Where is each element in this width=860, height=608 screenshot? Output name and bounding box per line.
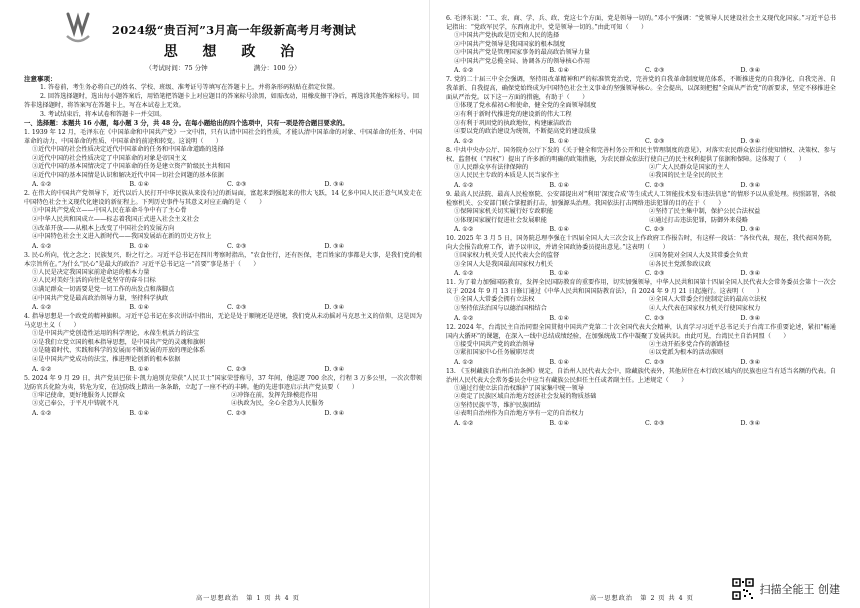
statement: ①是中国共产党创造性运用的科学理论，永葆生机活力的法宝	[32, 330, 200, 338]
question-5	[24, 374, 422, 418]
statement: ④我国的民主是全民的民主	[649, 172, 724, 180]
option-c: C. ②③	[227, 409, 247, 417]
option-a: A. ①②	[454, 67, 474, 75]
option-a: A. ①②	[454, 181, 474, 189]
option-b: B. ①④	[549, 420, 570, 428]
statement: ③坚持依法治国与以德治国相结合	[454, 304, 547, 312]
statement: ④是中国共产党成功的法宝，推进理论创新的根本依据	[32, 355, 181, 363]
answer-options	[454, 181, 836, 190]
option-a: A. ①②	[454, 137, 474, 145]
option-b: B. ①④	[129, 242, 150, 250]
statement: ④表明自治州作为自治地方享有一定的自治权力	[454, 410, 584, 418]
statement: ③全国人大是我国最高国家权力机关	[454, 260, 553, 268]
question-4	[24, 312, 422, 373]
question-stem: 10. 2025 年 3 月 5 日，国务院总理李强在十四届全国人大三次会议上作政府工作报告时，有这样一段话：“各位代表，现在，我代表国务院，向大会报告政府工作，请予以审议，并请全国政协委员提出意见。”这表明（ ）	[446, 235, 836, 252]
option-c: C. ②③	[227, 181, 247, 189]
answer-options	[454, 314, 836, 323]
option-d: D. ③④	[324, 304, 345, 312]
question-stem: 7. 党的二十届三中全会强调，坚持用改革精神和严的标准管党治党，完善党的自我革命制度规范体系，不断推进党的自我净化、自我完善、自我革新、自我提高，确保党始终成为中国特色社会主义事业的坚强领导核心。全会提出，以深刻把握“全面从严治党”的新要求，坚定不移推进全面从严治党。以下这一方面的措施，有助于（ ）	[446, 76, 836, 102]
exam-time: （考试时间：75 分钟	[145, 64, 208, 72]
option-b: B. ①④	[129, 409, 150, 417]
option-b: B. ①④	[549, 270, 570, 278]
option-a: A. ①②	[32, 242, 52, 250]
statement: ①国家权力机关受人民代表大会的监督	[454, 252, 560, 260]
statement: ③有利于巩固党的执政地位，构建廉洁政治	[454, 119, 572, 127]
question-stem: 9. 最高人民法院、最高人民检察院、公安部提出对“利用‘深度合成’等生成式人工智能技术发布违法信息”的情形予以从重处理。按照部署，各级检察机关、公安部门联合掌握新打击，加强源头治理。我国依法打击网络违法犯罪的目的在于（ ）	[446, 190, 836, 207]
statement: ④执政为民，全心全意为人民服务	[231, 400, 324, 408]
option-c: C. ②③	[645, 226, 665, 234]
statement-grid	[454, 208, 836, 225]
statement: ①人民是决定我国国家前途命运的根本力量	[32, 268, 150, 276]
question-stem: 11. 为了着力加强国防教育，发挥全民国防教育的重要作用，切实加强领导，中华人民共和国第十四届全国人民代表大会常务委员会第十一次会议于 2024 年 9 月 13 日修订通过《中华人民共和国国防教育法》，自 2024 年 9 月 21 日起施行。这表明（ ）	[446, 279, 836, 296]
subject-title: 思 想 政 治	[163, 44, 305, 60]
option-a: A. ①②	[32, 304, 52, 312]
statement-grid	[454, 252, 836, 269]
statement: ④各民主党派参政议政	[649, 260, 711, 268]
statement: ②坚持了民主集中制，保护公民合法权益	[649, 207, 761, 215]
question-11	[446, 278, 836, 322]
answer-options	[32, 303, 422, 312]
option-d: D. ③④	[740, 181, 761, 189]
statement: ①牢记使命，更好地服务人民群众	[32, 391, 125, 399]
option-d: D. ③④	[740, 358, 761, 366]
statement-grid	[454, 341, 836, 358]
question-stem: 4. 指导思想是一个政党的精神旗帜。习近平总书记在多次讲话中指出，无论是处于顺境还是逆境，我们党从未动摇对马克思主义的信仰，这是因为马克思主义（ ）	[24, 313, 422, 330]
statement: ④以党派为根本的活动准则	[649, 349, 724, 357]
page-footer: 高一思想政治 第 1 页 共 4 页	[196, 595, 300, 602]
question-9	[446, 190, 836, 234]
statement-grid	[32, 392, 422, 409]
option-d: D. ③④	[324, 242, 345, 250]
statement: ④中国共产党是最高政治领导力量，坚持科学执政	[32, 294, 169, 302]
option-d: D. ③④	[324, 365, 345, 373]
statement: ①近代中国的社会性质决定近代中国革命的任务和中国革命道路的选择	[32, 146, 224, 153]
question-stem: 5. 2024 年 9 月 29 日，共产党员巴依卡·凯力迪别克荣获“人民卫士”国家荣誉称号，37 年间，他巡逻 700 余次，行程 3 万多公里，一次次带领边防官兵化险为夷，转危为安，在边防线上踏出一条条路，立起了一座不朽的丰碑。他的先进事迹启示共产党员要（ ）	[24, 374, 422, 391]
answer-options	[32, 180, 422, 189]
exam-title: 2024级“贵百河”3月高一年级新高考月考测试	[111, 23, 357, 37]
option-c: C. ②③	[645, 270, 665, 278]
option-d: D. ③④	[740, 420, 761, 428]
section-heading: 一、选择题：本题共 16 小题，每小题 3 分，共 48 分。在每小题给出的四个选项中，只有一项是符合题目要求的。	[24, 120, 349, 127]
option-a: A. ①②	[32, 365, 52, 373]
option-b: B. ①④	[549, 181, 570, 189]
question-2	[24, 189, 422, 250]
option-d: D. ③④	[740, 270, 761, 278]
school-logo-icon	[64, 12, 92, 46]
option-d: D. ③④	[324, 409, 345, 417]
question-10	[446, 234, 836, 278]
statement: ②人民对美好生活的向往是党坚守的奋斗目标	[32, 277, 156, 285]
option-a: A. ①②	[454, 314, 474, 322]
answer-options	[454, 269, 836, 278]
notice-item: 1. 答卷前，考生务必将自己的姓名、学校、班级、准考证号等填写在答题卡上，并将条形码粘贴在指定位置。	[40, 84, 339, 91]
option-c: C. ②③	[645, 137, 665, 145]
question-stem: 8. 中共中央办公厅、国务院办公厅下发的《关于健全和完善村务公开和民主管理制度的意见》，对落实农民群众依法行使知情权、决策权、参与权、监督权（“四权”）提出了许多新的明确的政策措施，为农民群众依法行使自己的民主权利提供了依据和保障。这体现了（ ）	[446, 146, 836, 163]
notice-item: 3. 考试结束后，将本试卷和答题卡一并交回。	[40, 111, 166, 118]
question-stem: 12. 2024 年，台湾民主自治同盟全国贯彻中国共产党第二十次全国代表大会精神，认真学习习近平总书记关于台湾工作重要论述，紧扣“畅通国内大循环”的课题，在深入一线中总结成绩经验，在加强统战工作中凝聚了发展共识。由此可见，台湾民主自治同盟（ ）	[446, 323, 836, 340]
option-c: C. ②③	[645, 420, 665, 428]
option-d: D. ③④	[740, 137, 761, 145]
question-7	[446, 75, 836, 145]
option-b: B. ①④	[129, 365, 150, 373]
option-c: C. ②③	[645, 181, 665, 189]
option-b: B. ①④	[129, 304, 150, 312]
option-b: B. ①④	[549, 314, 570, 322]
question-13	[446, 367, 836, 428]
exam-score: 满分：100 分）	[253, 64, 301, 72]
statement: ①中国共产党成立——中国人民在革命斗争中有了主心骨	[32, 207, 187, 215]
question-1	[24, 128, 422, 189]
statement: ①全国人大常委会拥有立法权	[454, 296, 535, 304]
statement: ①人民群众享有法律保障的	[454, 163, 529, 171]
statement: ③满足群众一切需要是党一切工作的出发点和落脚点	[32, 285, 175, 293]
statement: ③紧扣国家中心任务履职尽责	[454, 349, 535, 357]
question-3	[24, 251, 422, 312]
scanner-watermark	[732, 578, 841, 600]
statement: ②国务院对全国人大及其常委会负责	[649, 252, 748, 260]
question-6	[446, 14, 836, 75]
answer-options	[454, 358, 836, 367]
question-stem: 2. 在伟大的中国共产党领导下，近代以后人民打开中华民族从来没有过的新局面，富起来到强起来的伟大飞跃，14 亿多中国人民正意气风发走在中国特色社会主义现代化建设的新征程上。下列历史事件与其意义对应正确的是（ ）	[24, 190, 422, 207]
statement: ②是我们立党立国的根本指导思想，是中国共产党的灵魂和旗帜	[32, 338, 206, 346]
option-b: B. ①④	[549, 67, 570, 75]
statement: ②中国共产党领导是我国国家的根本制度	[454, 40, 566, 48]
statement: ④近代中国的基本国情是认识和解决近代中国一切社会问题的基本依据	[32, 171, 224, 179]
statement: ①体现了党永葆初心和使命，健全党的全面领导制度	[454, 102, 597, 110]
statement: ①保障国家机关切实履行好专政职能	[454, 207, 553, 215]
statement: ③改革开放——从根本上改变了中国社会的发展方向	[32, 224, 175, 232]
statement: ①中国共产党执政是历史和人民的选择	[454, 32, 560, 39]
option-c: C. ②③	[645, 67, 665, 75]
statement: ③是随着时代、实践和科学的发展而不断发展的开放的理论体系	[32, 347, 206, 355]
statement: ③中国共产党是管理国家事务的最高政治领导力量	[454, 49, 591, 57]
statement: ②近代中国的社会性质决定了中国革命的对象是帝国主义	[32, 154, 187, 162]
statement: ④人大代表在国家权力机关行使国家权力	[649, 304, 761, 312]
option-a: A. ①②	[454, 226, 474, 234]
statement: ②有利于新时代推进党的建设新的伟大工程	[454, 110, 572, 118]
statement: ③近代中国的基本国情决定了中国革命的任务是建立资产阶级民主共和国	[32, 163, 230, 171]
statement-grid	[454, 164, 836, 181]
question-stem: 3. 民心所向，忧之念之；民族复兴，盼之行之。习近平总书记在四川考察时指出，“农食住行，还有医保，老百姓家的事都是大事，是我们党的根本宗旨所在。”为什么“民心”是最大的政治？习近平总书记这一“首要”事是基于（ ）	[24, 251, 422, 268]
statement: ④中国共产党总揽全局、协调各方的领导核心作用	[454, 57, 591, 65]
scanner-label: 扫描全能王 创建	[759, 583, 840, 596]
answer-options	[454, 419, 836, 428]
option-b: B. ①④	[129, 181, 150, 189]
answer-options	[454, 225, 836, 234]
option-d: D. ③④	[324, 181, 345, 189]
question-12	[446, 323, 836, 367]
option-a: A. ①②	[454, 358, 474, 366]
notice-heading: 注意事项：	[24, 75, 57, 83]
statement: ①接受中国共产党的政治领导	[454, 340, 535, 348]
statement: ③坚持民族平等，维护民族团结	[454, 401, 541, 409]
statement: ①通过行使立法自治权维护了国家集中统一领导	[454, 384, 584, 392]
statement: ③人民民主专政的本质是人民当家作主	[454, 172, 560, 180]
answer-options	[454, 137, 836, 146]
option-d: D. ③④	[740, 67, 761, 75]
right-page	[430, 0, 860, 608]
answer-options	[32, 409, 422, 418]
option-a: A. ①②	[32, 409, 52, 417]
option-c: C. ②③	[645, 314, 665, 322]
statement: ②主动开拓多党合作的新路径	[649, 340, 730, 348]
question-stem: 1. 1939 年 12 月，毛泽东在《中国革命和中国共产党》一文中指，只有认清中国社会的性质，才能认清中国革命的对象、中国革命的任务、中国革命的动力、中国革命的性质、中国革命的前途和转变。这说明（ ）	[24, 129, 422, 145]
answer-options	[454, 66, 836, 75]
option-d: D. ③④	[740, 226, 761, 234]
option-b: B. ①④	[549, 226, 570, 234]
statement: ④通过打击违法犯罪，防御外来侵略	[649, 216, 748, 224]
option-c: C. ②③	[227, 242, 247, 250]
answer-options	[32, 242, 422, 251]
question-stem: 13. 《玉树藏族自治州自治条例》规定，自治州人民代表大会中，除藏族代表外，其他居住在本行政区域内的民族也应当有适当名额的代表。自治州人民代表大会常务委员会中应当有藏族公民担任主任或者副主任。上述规定（ ）	[446, 367, 836, 384]
statement: ③克己奉公，于平凡中铸就不凡	[32, 400, 119, 408]
option-b: B. ①④	[549, 137, 570, 145]
statement-grid	[454, 296, 836, 313]
qr-code-icon	[732, 578, 754, 600]
option-a: A. ①②	[454, 270, 474, 278]
statement: ②中华人民共和国成立——标志着我国正式进入社会主义社会	[32, 215, 200, 223]
statement: ②奠定了民族区域自治地方经济社会发展的物质基础	[454, 393, 597, 401]
statement: ③体现国家履行促进社会发展职能	[454, 216, 547, 224]
option-c: C. ②③	[227, 365, 247, 373]
option-c: C. ②③	[645, 358, 665, 366]
option-b: B. ①④	[549, 358, 570, 366]
answer-options	[32, 365, 422, 374]
page-footer: 高一思想政治 第 2 页 共 4 页	[590, 595, 694, 602]
statement: ④中国特色社会主义进入新时代——我国发展站在新的历史方位上	[32, 233, 212, 241]
question-8	[446, 146, 836, 190]
exam-info	[24, 63, 422, 72]
question-stem: 6. 毛泽东说：“工、农、商、学、兵、政、党这七个方面，党是领导一切的。”邓小平强调：“党领导人民建设社会主义现代化国家。”习近平总书记指出：“党政军民学，东西南北中，党是领导一切的。”由此可知（ ）	[446, 15, 836, 31]
option-c: C. ②③	[227, 304, 247, 312]
statement: ④要以党的政治建设为统领，不断提高党的建设质量	[454, 128, 597, 136]
statement: ②广大人民群众是国家的主人	[649, 163, 730, 171]
option-a: A. ①②	[454, 420, 474, 428]
statement: ②全国人大常委会行使制定法的最高立法权	[649, 296, 767, 304]
option-a: A. ①②	[32, 181, 52, 189]
notice-item: 2. 回答选择题时，选出每小题答案后，用铅笔把答题卡上对应题目的答案标号涂黑，如需改动，用橡皮擦干净后，再选涂其他答案标号。回答非选择题时，将答案写在答题卡上，写在本试卷上无效。	[24, 93, 420, 109]
option-d: D. ③④	[740, 314, 761, 322]
statement: ②冲锋在前，发挥先锋模范作用	[231, 391, 318, 399]
